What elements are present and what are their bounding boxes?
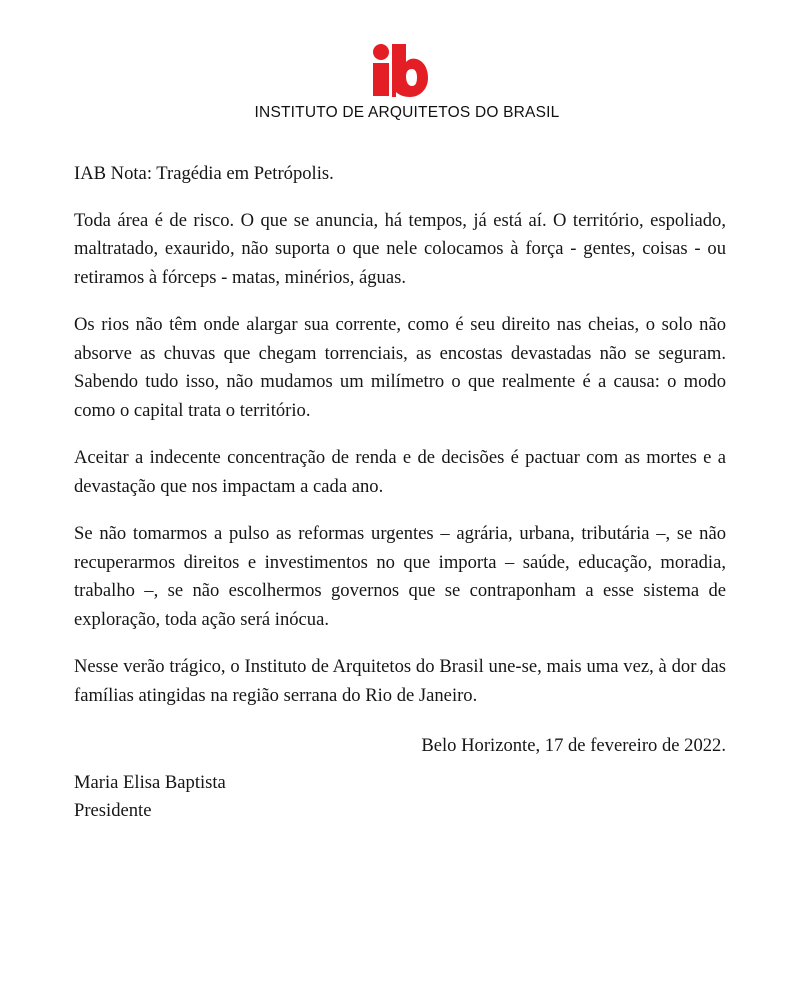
document-header [0,40,800,122]
place-date: Belo Horizonte, 17 de fevereiro de 2022. [421,735,726,756]
note-paragraph-4: Se não tomarmos a pulso as reformas urgentes – agrária, urbana, tributária –, se não recuperarmos direitos e investimentos no que importa – saúde, educação, moradia, trabalho –, se não escolhermos governos que se contraponham a esse sistema de exploração, toda ação será inócua. [74,523,726,630]
note-paragraph-5: Nesse verão trágico, o Instituto de Arquitetos do Brasil une-se, mais uma vez, à dor das famílias atingidas na região serrana do Rio de Janeiro. [74,656,726,706]
note-title: IAB Nota: Tragédia em Petrópolis. [74,163,334,184]
note-paragraph-2: Os rios não têm onde alargar sua corrente, como é seu direito nas cheias, o solo não absorve as chuvas que chegam torrenciais, as encostas devastadas não se seguram. Sabendo tudo isso, não mudamos um milímetro o que realmente é a causa: o modo como o capital trata o território. [74,314,726,421]
signer-role: Presidente [74,800,152,821]
org-name: INSTITUTO DE ARQUITETOS DO BRASIL [254,104,560,121]
note-body [74,160,726,826]
note-paragraph-1: Toda área é de risco. O que se anuncia, há tempos, já está aí. O território, espoliado, maltratado, exaurido, não suporta o que nele colocamos à força - gentes, coisas - ou retiramos à fórceps - matas, minérios, águas. [74,209,726,288]
iab-logo-icon [370,40,430,98]
note-paragraph-3: Aceitar a indecente concentração de renda e de decisões é pactuar com as mortes e a devastação que nos impactam a cada ano. [74,447,726,497]
signer-name: Maria Elisa Baptista [74,771,226,793]
